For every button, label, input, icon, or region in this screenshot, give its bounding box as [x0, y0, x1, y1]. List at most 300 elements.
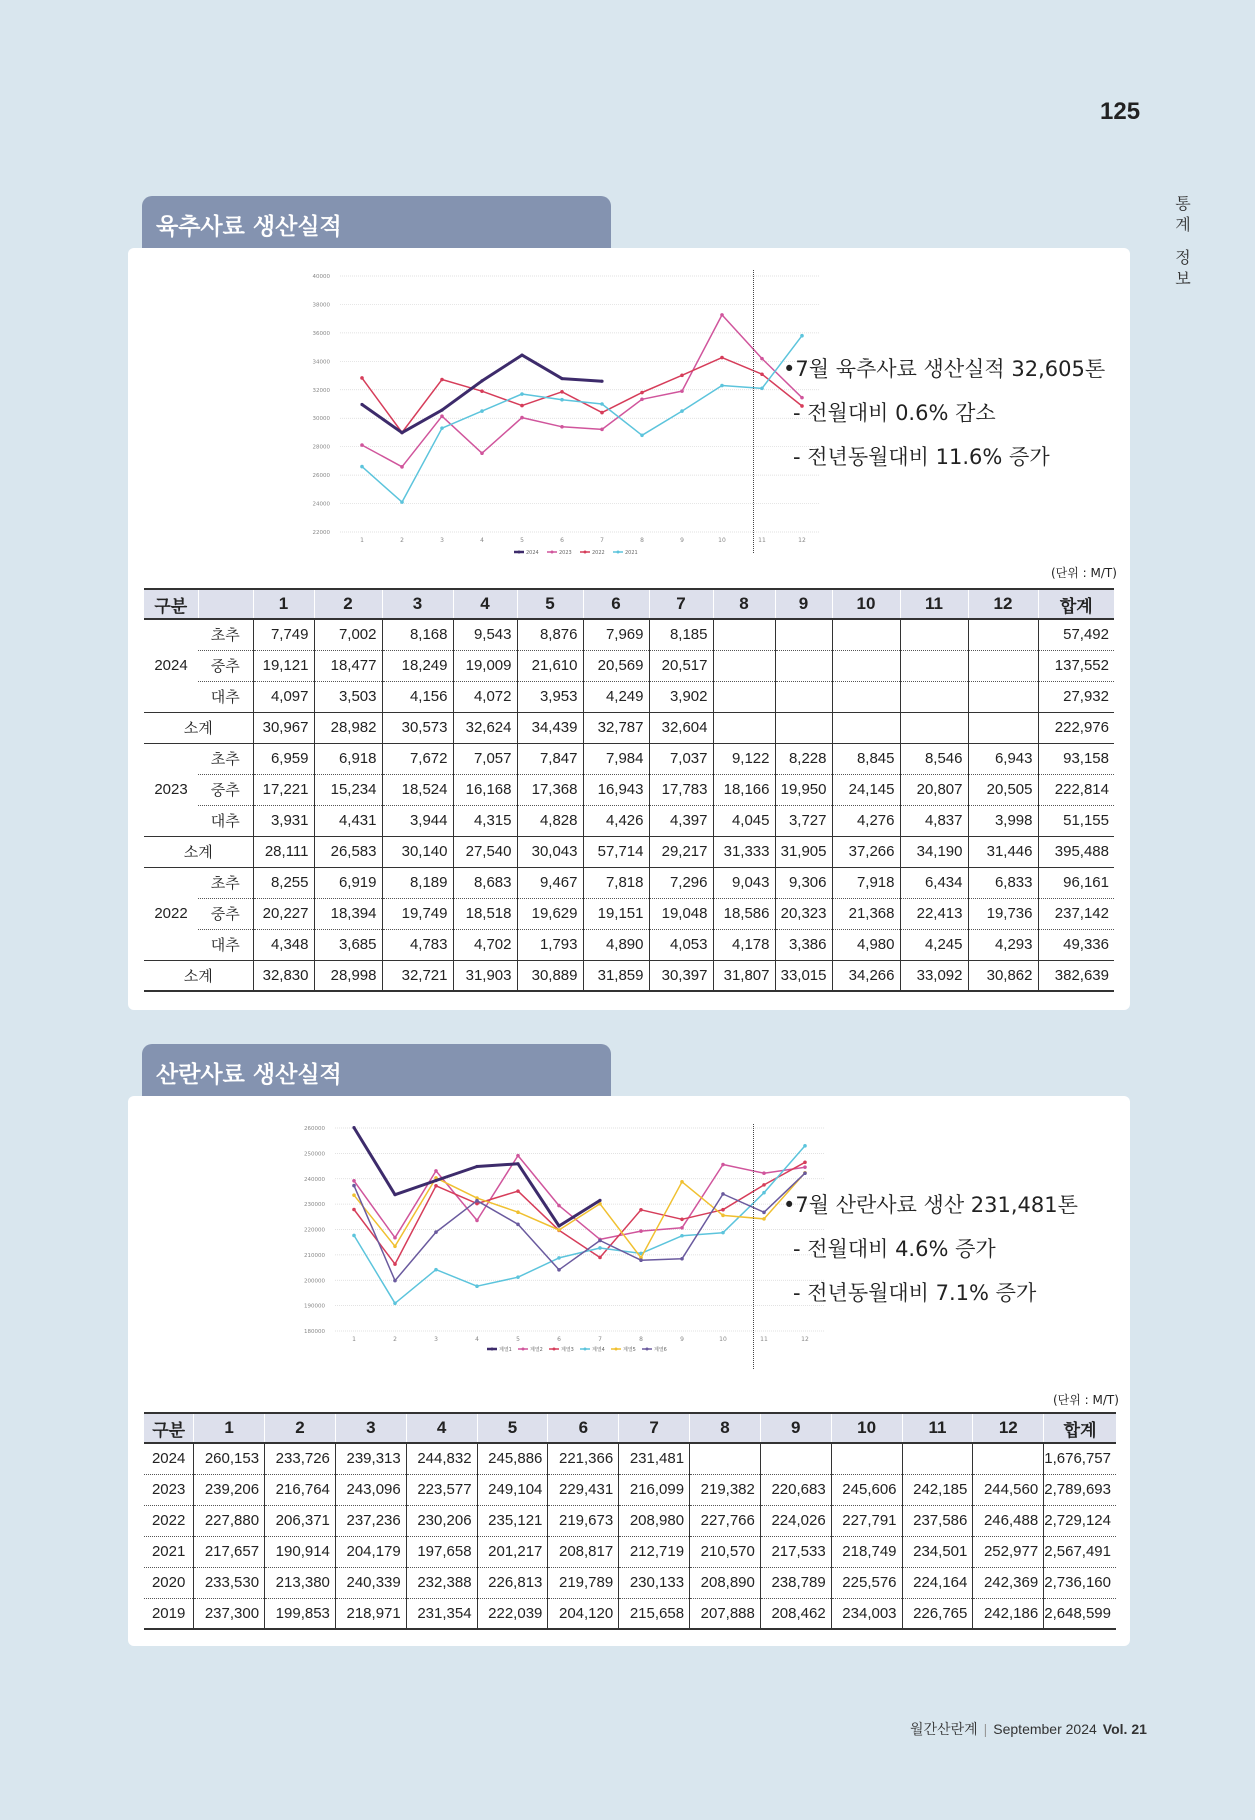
column-header: 11	[900, 589, 968, 619]
value-cell: 242,369	[973, 1567, 1044, 1598]
value-cell: 30,397	[649, 960, 713, 991]
type-cell: 초추	[198, 743, 253, 774]
data-point	[680, 1257, 684, 1261]
value-cell	[968, 650, 1038, 681]
total-cell: 49,336	[1038, 929, 1114, 960]
type-cell: 초추	[198, 619, 253, 650]
value-cell: 233,726	[265, 1443, 336, 1474]
value-cell: 19,950	[775, 774, 832, 805]
side-label-char: 통	[1175, 194, 1191, 213]
value-cell: 224,164	[902, 1567, 973, 1598]
value-cell	[713, 712, 775, 743]
header-row	[144, 589, 1114, 619]
x-tick-label: 2	[400, 537, 404, 544]
data-point	[762, 1217, 766, 1221]
value-cell: 249,104	[477, 1474, 548, 1505]
subtotal-label: 소계	[144, 960, 253, 991]
data-point	[598, 1256, 602, 1260]
data-point	[393, 1262, 397, 1266]
data-point	[721, 1231, 725, 1235]
series-line-2022	[362, 358, 802, 433]
value-cell: 231,354	[406, 1598, 477, 1629]
subtotal-row	[144, 712, 1114, 743]
value-cell: 4,837	[900, 805, 968, 836]
data-point	[352, 1208, 356, 1212]
chart2-container	[170, 1116, 809, 1386]
table-row	[144, 619, 1114, 650]
data-point	[762, 1183, 766, 1187]
unit-label: (단위 : M/T)	[1051, 566, 1117, 580]
column-header: 12	[968, 589, 1038, 619]
table-row	[144, 1536, 1116, 1567]
data-point	[598, 1246, 602, 1250]
y-tick-label: 260000	[304, 1126, 325, 1132]
table-row	[144, 650, 1114, 681]
value-cell: 6,434	[900, 867, 968, 898]
subtotal-label: 소계	[144, 836, 253, 867]
table-row	[144, 681, 1114, 712]
data-point	[640, 433, 644, 437]
chart1-container	[170, 268, 806, 568]
value-cell	[690, 1443, 761, 1474]
x-tick-label: 4	[475, 1336, 479, 1343]
total-cell: 96,161	[1038, 867, 1114, 898]
value-cell: 3,685	[314, 929, 382, 960]
data-point	[516, 1275, 520, 1279]
legend-label: 2023	[559, 550, 572, 556]
data-point	[520, 353, 523, 356]
summary-headline: •7월 육추사료 생산실적 32,605톤	[783, 357, 1106, 381]
value-cell: 6,918	[314, 743, 382, 774]
value-cell: 30,889	[517, 960, 583, 991]
value-cell	[902, 1443, 973, 1474]
y-tick-label: 34000	[312, 359, 330, 366]
section2-panel	[128, 1096, 1130, 1646]
y-tick-label: 32000	[312, 387, 330, 394]
value-cell: 9,306	[775, 867, 832, 898]
value-cell: 30,862	[968, 960, 1038, 991]
column-header: 8	[690, 1413, 761, 1443]
column-header: 4	[406, 1413, 477, 1443]
value-cell: 4,890	[583, 929, 649, 960]
column-header: 구분	[144, 1413, 194, 1443]
column-header: 11	[902, 1413, 973, 1443]
column-header: 7	[649, 589, 713, 619]
data-point	[393, 1279, 397, 1283]
value-cell: 31,905	[775, 836, 832, 867]
table-row	[144, 805, 1114, 836]
subtotal-row	[144, 836, 1114, 867]
legend-label: 계열2	[530, 1347, 543, 1353]
value-cell: 4,249	[583, 681, 649, 712]
data-point	[557, 1256, 561, 1260]
value-cell: 242,185	[902, 1474, 973, 1505]
table-row	[144, 774, 1114, 805]
y-tick-label: 22000	[312, 530, 330, 536]
value-cell: 226,813	[477, 1567, 548, 1598]
value-cell: 7,057	[453, 743, 517, 774]
column-header: 4	[453, 589, 517, 619]
table-row	[144, 1474, 1116, 1505]
data-point	[762, 1191, 766, 1195]
section2-table	[144, 1412, 1116, 1630]
value-cell: 208,462	[760, 1598, 831, 1629]
data-point	[760, 372, 764, 376]
data-point	[480, 409, 484, 413]
total-cell: 57,492	[1038, 619, 1114, 650]
data-point	[360, 376, 364, 380]
section2-title: 산란사료 생산실적	[142, 1044, 611, 1099]
data-point	[352, 1193, 356, 1197]
data-point	[720, 313, 724, 317]
legend-marker	[551, 551, 554, 554]
value-cell: 237,586	[902, 1505, 973, 1536]
section1-table	[144, 588, 1114, 992]
y-tick-label: 220000	[304, 1227, 325, 1234]
value-cell: 20,807	[900, 774, 968, 805]
value-cell: 6,919	[314, 867, 382, 898]
value-cell: 237,300	[194, 1598, 265, 1629]
data-point	[560, 377, 563, 380]
value-cell: 220,683	[760, 1474, 831, 1505]
year-cell: 2023	[144, 743, 198, 836]
total-cell: 93,158	[1038, 743, 1114, 774]
value-cell	[775, 650, 832, 681]
value-cell: 30,043	[517, 836, 583, 867]
value-cell: 4,783	[382, 929, 453, 960]
value-cell: 7,002	[314, 619, 382, 650]
data-point	[393, 1236, 397, 1240]
value-cell: 19,121	[253, 650, 314, 681]
data-point	[480, 379, 483, 382]
value-cell: 4,702	[453, 929, 517, 960]
value-cell: 20,505	[968, 774, 1038, 805]
value-cell: 216,099	[619, 1474, 690, 1505]
value-cell: 227,766	[690, 1505, 761, 1536]
table-row	[144, 929, 1114, 960]
x-tick-label: 9	[680, 1336, 684, 1343]
value-cell: 242,186	[973, 1598, 1044, 1629]
column-header: 합계	[1038, 589, 1114, 619]
data-point	[440, 426, 444, 430]
column-header: 6	[583, 589, 649, 619]
value-cell: 7,818	[583, 867, 649, 898]
value-cell: 210,570	[690, 1536, 761, 1567]
data-point	[475, 1165, 478, 1168]
total-cell: 222,814	[1038, 774, 1114, 805]
data-point	[760, 357, 764, 361]
series-line-2023	[362, 315, 802, 467]
value-cell: 31,859	[583, 960, 649, 991]
value-cell: 260,153	[194, 1443, 265, 1474]
legend-label: 계열3	[561, 1347, 574, 1353]
value-cell: 208,890	[690, 1567, 761, 1598]
value-cell	[968, 681, 1038, 712]
data-point	[400, 500, 404, 504]
value-cell: 239,206	[194, 1474, 265, 1505]
table-row	[144, 1598, 1116, 1629]
value-cell: 208,980	[619, 1505, 690, 1536]
value-cell: 219,673	[548, 1505, 619, 1536]
data-point	[360, 403, 363, 406]
table-row	[144, 867, 1114, 898]
data-point	[352, 1184, 356, 1188]
legend-marker	[617, 551, 620, 554]
value-cell	[775, 712, 832, 743]
data-point	[600, 428, 604, 432]
x-tick-label: 11	[758, 537, 766, 544]
value-cell: 4,980	[832, 929, 900, 960]
value-cell: 244,560	[973, 1474, 1044, 1505]
value-cell: 3,931	[253, 805, 314, 836]
value-cell: 4,097	[253, 681, 314, 712]
value-cell: 4,245	[900, 929, 968, 960]
value-cell	[775, 619, 832, 650]
value-cell: 235,121	[477, 1505, 548, 1536]
total-cell: 27,932	[1038, 681, 1114, 712]
value-cell: 33,015	[775, 960, 832, 991]
data-point	[721, 1192, 725, 1196]
data-point	[393, 1193, 396, 1196]
value-cell: 245,606	[831, 1474, 902, 1505]
data-point	[721, 1208, 725, 1212]
side-label-char: 정	[1175, 248, 1191, 267]
type-cell: 중추	[198, 774, 253, 805]
value-cell: 19,048	[649, 898, 713, 929]
value-cell: 227,791	[831, 1505, 902, 1536]
value-cell: 217,533	[760, 1536, 831, 1567]
value-cell: 30,967	[253, 712, 314, 743]
data-point	[393, 1244, 397, 1248]
value-cell: 223,577	[406, 1474, 477, 1505]
value-cell: 31,903	[453, 960, 517, 991]
value-cell: 8,876	[517, 619, 583, 650]
value-cell: 218,971	[335, 1598, 406, 1629]
value-cell: 3,953	[517, 681, 583, 712]
data-point	[557, 1268, 561, 1272]
x-tick-label: 6	[560, 537, 564, 544]
summary-mom: - 전월대비 4.6% 증가	[793, 1237, 996, 1261]
value-cell: 57,714	[583, 836, 649, 867]
value-cell: 27,540	[453, 836, 517, 867]
value-cell: 8,189	[382, 867, 453, 898]
table-row	[144, 898, 1114, 929]
value-cell: 3,727	[775, 805, 832, 836]
issue-date: September 2024	[993, 1721, 1097, 1737]
data-point	[600, 411, 604, 415]
table-row	[144, 1443, 1116, 1474]
data-point	[639, 1229, 643, 1233]
summary-yoy: - 전년동월대비 7.1% 증가	[793, 1281, 1037, 1305]
x-tick-label: 6	[557, 1336, 561, 1343]
data-point	[800, 334, 804, 338]
value-cell: 18,586	[713, 898, 775, 929]
legend-marker	[518, 551, 521, 554]
data-point	[600, 402, 604, 406]
year-cell: 2022	[144, 867, 198, 960]
value-cell: 4,828	[517, 805, 583, 836]
value-cell: 15,234	[314, 774, 382, 805]
total-cell: 382,639	[1038, 960, 1114, 991]
data-point	[803, 1171, 807, 1175]
series-line-계열2	[354, 1156, 805, 1240]
value-cell: 9,043	[713, 867, 775, 898]
value-cell: 17,783	[649, 774, 713, 805]
value-cell: 246,488	[973, 1505, 1044, 1536]
data-point	[680, 409, 684, 413]
value-cell	[713, 619, 775, 650]
column-header: 2	[314, 589, 382, 619]
value-cell: 7,847	[517, 743, 583, 774]
value-cell: 17,221	[253, 774, 314, 805]
data-point	[434, 1268, 438, 1272]
data-point	[640, 391, 644, 395]
value-cell: 20,323	[775, 898, 832, 929]
type-cell: 대추	[198, 681, 253, 712]
x-tick-label: 7	[600, 537, 604, 544]
column-header: 6	[548, 1413, 619, 1443]
value-cell: 190,914	[265, 1536, 336, 1567]
value-cell: 4,293	[968, 929, 1038, 960]
value-cell: 33,092	[900, 960, 968, 991]
value-cell	[900, 712, 968, 743]
data-point	[803, 1165, 807, 1169]
value-cell: 197,658	[406, 1536, 477, 1567]
value-cell	[713, 650, 775, 681]
section1-title: 육추사료 생산실적	[142, 196, 611, 251]
section2-summary	[783, 1189, 1078, 1321]
legend-marker	[584, 551, 587, 554]
data-point	[360, 465, 364, 469]
total-cell: 137,552	[1038, 650, 1114, 681]
data-point	[434, 1230, 438, 1234]
value-cell: 201,217	[477, 1536, 548, 1567]
value-cell	[713, 681, 775, 712]
x-tick-label: 3	[440, 537, 444, 544]
value-cell: 230,206	[406, 1505, 477, 1536]
year-cell: 2024	[144, 619, 198, 712]
data-point	[516, 1162, 519, 1165]
value-cell: 4,156	[382, 681, 453, 712]
value-cell	[832, 681, 900, 712]
data-point	[721, 1163, 725, 1167]
value-cell: 18,518	[453, 898, 517, 929]
y-tick-label: 30000	[312, 416, 330, 423]
data-point	[440, 414, 444, 418]
value-cell: 234,003	[831, 1598, 902, 1629]
legend-label: 2022	[592, 550, 605, 556]
value-cell: 18,394	[314, 898, 382, 929]
value-cell: 6,959	[253, 743, 314, 774]
value-cell: 22,413	[900, 898, 968, 929]
total-cell: 2,567,491	[1044, 1536, 1116, 1567]
value-cell: 212,719	[619, 1536, 690, 1567]
year-cell: 2020	[144, 1567, 194, 1598]
value-cell: 4,045	[713, 805, 775, 836]
value-cell: 217,657	[194, 1536, 265, 1567]
value-cell: 37,266	[832, 836, 900, 867]
data-point	[598, 1199, 601, 1202]
data-point	[720, 356, 724, 360]
data-point	[680, 374, 684, 378]
value-cell: 20,517	[649, 650, 713, 681]
value-cell: 207,888	[690, 1598, 761, 1629]
value-cell: 6,833	[968, 867, 1038, 898]
column-header: 3	[335, 1413, 406, 1443]
value-cell: 4,397	[649, 805, 713, 836]
value-cell: 6,943	[968, 743, 1038, 774]
y-tick-label: 28000	[312, 444, 330, 451]
year-cell: 2024	[144, 1443, 194, 1474]
type-cell: 대추	[198, 929, 253, 960]
series-line-계열4	[354, 1146, 805, 1304]
data-point	[475, 1219, 479, 1223]
value-cell: 32,624	[453, 712, 517, 743]
type-cell: 중추	[198, 650, 253, 681]
page-number: 125	[1100, 98, 1141, 125]
data-point	[475, 1199, 479, 1203]
data-point	[475, 1284, 479, 1288]
issue-volume: Vol. 21	[1102, 1721, 1147, 1737]
value-cell: 31,333	[713, 836, 775, 867]
column-header: 10	[832, 589, 900, 619]
value-cell: 213,380	[265, 1567, 336, 1598]
value-cell	[775, 681, 832, 712]
value-cell: 4,072	[453, 681, 517, 712]
value-cell: 26,583	[314, 836, 382, 867]
year-cell: 2021	[144, 1536, 194, 1567]
value-cell: 3,902	[649, 681, 713, 712]
value-cell: 34,439	[517, 712, 583, 743]
legend-label: 계열5	[623, 1347, 636, 1353]
series-line-계열6	[354, 1173, 805, 1280]
column-header: 합계	[1044, 1413, 1116, 1443]
value-cell: 19,009	[453, 650, 517, 681]
total-cell: 237,142	[1038, 898, 1114, 929]
table-row	[144, 743, 1114, 774]
value-cell: 8,255	[253, 867, 314, 898]
total-cell: 2,789,693	[1044, 1474, 1116, 1505]
data-point	[480, 389, 484, 393]
value-cell: 19,736	[968, 898, 1038, 929]
year-cell: 2023	[144, 1474, 194, 1505]
value-cell: 32,604	[649, 712, 713, 743]
side-label-char: 보	[1175, 269, 1191, 288]
column-header: 5	[477, 1413, 548, 1443]
chart2	[170, 1116, 809, 1386]
value-cell: 18,166	[713, 774, 775, 805]
column-header: 구분	[144, 589, 198, 619]
data-point	[434, 1184, 438, 1188]
x-tick-label: 1	[352, 1336, 356, 1343]
data-point	[803, 1160, 807, 1164]
value-cell: 18,524	[382, 774, 453, 805]
divider	[753, 1124, 754, 1369]
value-cell: 225,576	[831, 1567, 902, 1598]
data-point	[360, 443, 364, 447]
column-header: 1	[194, 1413, 265, 1443]
value-cell: 4,315	[453, 805, 517, 836]
value-cell: 31,446	[968, 836, 1038, 867]
total-cell: 51,155	[1038, 805, 1114, 836]
value-cell: 1,793	[517, 929, 583, 960]
y-tick-label: 230000	[304, 1202, 325, 1209]
data-point	[400, 431, 403, 434]
value-cell: 28,998	[314, 960, 382, 991]
value-cell: 238,789	[760, 1567, 831, 1598]
column-header: 9	[760, 1413, 831, 1443]
summary-headline: •7월 산란사료 생산 231,481톤	[783, 1193, 1078, 1217]
